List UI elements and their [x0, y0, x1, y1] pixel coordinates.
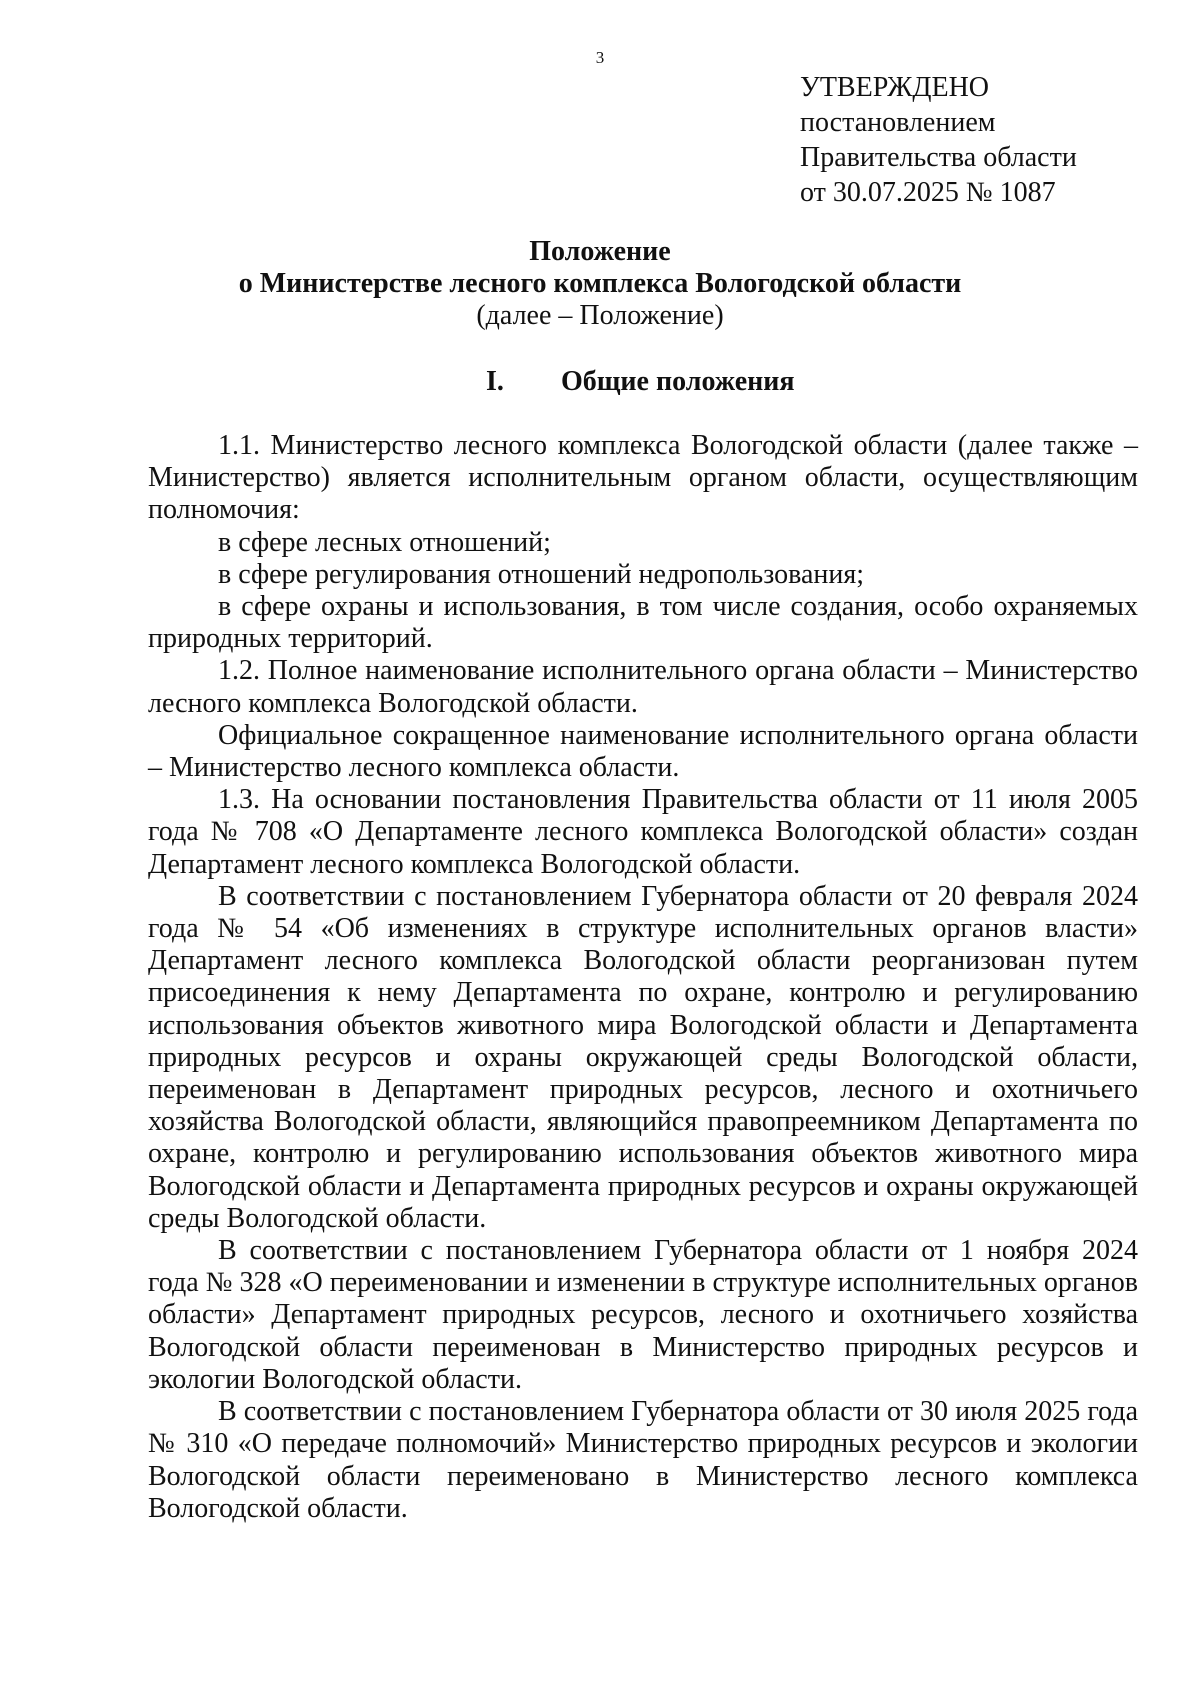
approval-stamp: [800, 70, 1077, 210]
approval-approved: УТВЕРЖДЕНО: [800, 72, 990, 103]
paragraph: В соответствии с постановлением Губернатора области от 30 июля 2025 года № 310 «О передаче полномочий» Министерство природных ресурсов и экологии Вологодской области переименовано в Министерство лесного комплекса Вологодской области.: [148, 1396, 1138, 1524]
paragraph: В соответствии с постановлением Губернатора области от 1 ноября 2024 года № 328 «О переименовании и изменении в структуре исполнительных органов области» Департамент природных ресурсов, лесного и охотничьего хозяйства Вологодской области переименован в Министерство природных ресурсов и экологии Вологодской области.: [148, 1235, 1138, 1395]
page-number: 3: [595, 48, 605, 67]
paragraph: В соответствии с постановлением Губернатора области от 20 февраля 2024 года № 54 «Об изменениях в структуре исполнительных органов власти» Департамент лесного комплекса Вологодской области реорганизован путем присоединения к нему Департамента по охране, контролю и регулированию использования объектов животного мира Вологодской области и Департамента природных ресурсов и охраны окружающей среды Вологодской области, переименован в Департамент природных ресурсов, лесного и охотничьего хозяйства Вологодской области, являющийся правопреемником Департамента по охране, контролю и регулированию использования объектов животного мира Вологодской области и Департамента природных ресурсов и охраны окружающей среды Вологодской области.: [148, 880, 1138, 1234]
approval-date-number: от 30.07.2025 № 1087: [800, 177, 1056, 208]
approval-government: Правительства области: [800, 142, 1077, 173]
paragraph: в сфере охраны и использования, в том числе создания, особо охраняемых природных территорий.: [148, 591, 1138, 655]
section-heading: [486, 366, 795, 398]
document-body: [148, 430, 1138, 1525]
title-line-2: о Министерстве лесного комплекса Вологодской области: [238, 268, 962, 299]
paragraph: 1.1. Министерство лесного комплекса Вологодской области (далее также – Министерство) является исполнительным органом области, осуществляющим полномочия:: [148, 430, 1138, 526]
title-line-3: (далее – Положение): [476, 300, 724, 331]
section-number: I.: [486, 366, 504, 397]
paragraph: в сфере лесных отношений;: [218, 526, 551, 558]
paragraph: 1.2. Полное наименование исполнительного органа области – Министерство лесного комплекса Вологодской области.: [148, 655, 1138, 719]
title-line-1: Положение: [529, 236, 671, 267]
section-title: Общие положения: [561, 366, 795, 397]
approval-by-resolution: постановлением: [800, 107, 996, 138]
paragraph: Официальное сокращенное наименование исполнительного органа области – Министерство лесного комплекса области.: [148, 719, 1138, 784]
paragraph: в сфере регулирования отношений недропользования;: [218, 558, 864, 590]
paragraph: 1.3. На основании постановления Правительства области от 11 июля 2005 года № 708 «О Департаменте лесного комплекса Вологодской области» создан Департамент лесного комплекса Вологодской области.: [148, 784, 1138, 880]
document-title: [0, 236, 1200, 332]
